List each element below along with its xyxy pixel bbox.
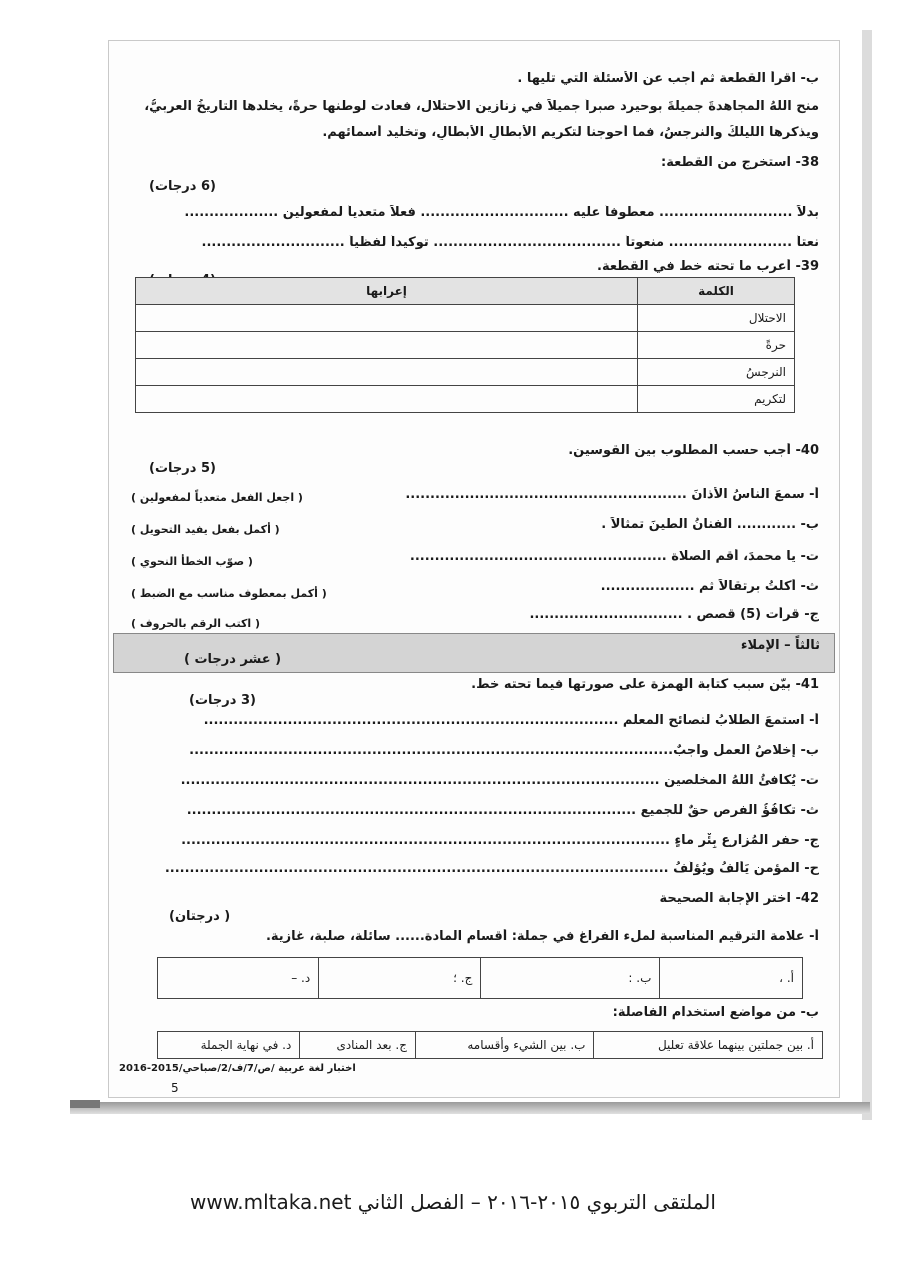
q40-hint-d: ( أكمل بمعطوف مناسب مع الضبط ) (131, 587, 327, 600)
table-row (136, 386, 795, 413)
option-a[interactable]: أ. ، (660, 958, 803, 999)
table-row (136, 359, 795, 386)
q40-item-d: ث- أكلتُ برتقالاً ثم ................... (600, 579, 819, 594)
q40-hint-b: ( أكمل بفعل يفيد التحويل ) (131, 523, 280, 536)
word-cell: حرةً (638, 332, 795, 359)
option-b[interactable]: ب. : (481, 958, 660, 999)
q38-marks: (6 درجات) (149, 179, 216, 194)
q41-item-e: ج- حفر المُزارع بِئْر ماءٍ ................................................................................................... (181, 833, 819, 848)
q41-item-d: ث- تكافُؤُ الفرصِ حقٌ للجميع ........................................................................................... (186, 803, 819, 818)
option-a[interactable]: أ. بين جملتين بينهما علاقة تعليل (594, 1032, 823, 1059)
q41-item-f: ح- المؤمن يَألفُ ويُؤلَفُ ...................................................................................................... (164, 861, 819, 876)
answer-cell[interactable] (136, 386, 638, 413)
site-footer: الملتقى التربوي ٢٠١٥-٢٠١٦ – الفصل الثاني www.mltaka.net (190, 1190, 716, 1214)
q42-b-prompt: ب- من مواضع استخدام الفاصلة: (612, 1005, 819, 1020)
q38-row-1: بدلاً ........................... معطوفاً عليه .............................. فعلاً متعدياً لمفعولين ................... (184, 205, 819, 220)
page-number: 5 (171, 1081, 179, 1095)
q42-a-prompt: أ- علامة الترقيم المناسبة لملء الفراغ في جملة: أقسام المادة...... سائلة، صلبة، غازية. (265, 929, 819, 944)
section-3-marks: ( عشر درجات ) (184, 652, 282, 667)
answer-cell[interactable] (136, 332, 638, 359)
passage-line-2: ويذكرها الليلكُ والنرجسُ، فما أحوجنا لتكريم الأبطالِ الأبطالِ، وتخليد أسمائهم. (322, 125, 819, 140)
word-cell: الاحتلال (638, 305, 795, 332)
option-d[interactable]: د. في نهاية الجملة (158, 1032, 300, 1059)
q39-parse-table (135, 277, 795, 413)
table-row (158, 1032, 823, 1059)
q41-title: 41- بيّن سبب كتابة الهمزة على صورتها فيما تحته خط. (471, 677, 819, 692)
option-c[interactable]: ج. ؛ (319, 958, 481, 999)
q40-marks: (5 درجات) (149, 461, 216, 476)
q39-title: 39- أعرب ما تحته خط في القطعة. (597, 259, 819, 274)
q42-marks: ( درجتان) (169, 909, 231, 924)
q40-hint-c: ( صوّب الخطأ النحوي ) (131, 555, 253, 568)
q40-item-a: أ- سمعَ الناسُ الأذانَ ......................................................... (405, 487, 819, 502)
page-edge-shadow (862, 30, 872, 1120)
q42-a-options-table (157, 957, 803, 999)
q41-marks: (3 درجات) (189, 693, 256, 708)
option-d[interactable]: د. – (158, 958, 319, 999)
q42-title: 42- اختر الإجابة الصحيحة (659, 891, 819, 906)
section-3-bar (113, 633, 835, 673)
q40-title: 40- أجب حسب المطلوب بين القوسين. (568, 443, 819, 458)
section-3-title: ثالثاً – الإملاء (740, 638, 820, 653)
passage-line-1: منح اللهُ المجاهدةَ جميلةَ بوحيرد صبراً جميلاً في زنازين الاحتلال، فعادت لوطنها حرةً، يخلدها التاريخُ العربيُّ، (144, 99, 819, 114)
q39-header-row (136, 278, 795, 305)
q40-hint-a: ( اجعل الفعل متعدياً لمفعولين ) (131, 491, 303, 504)
page-bottom-shadow (70, 1102, 870, 1114)
q41-item-c: ت- يُكافئُ اللهُ المخلصين ................................................................................................. (180, 773, 819, 788)
col-word-header: الكلمة (638, 278, 795, 305)
col-parse-header: إعرابها (136, 278, 638, 305)
word-cell: لتكريم (638, 386, 795, 413)
page-corner-mark (70, 1100, 100, 1108)
exam-reference: اختبار لغة عربية /ص/7/ف/2/صباحي/2015-2016 (119, 1063, 356, 1074)
answer-cell[interactable] (136, 359, 638, 386)
q41-item-b: ب- إخلاصُ العمل واجبٌ.................................................................................................. (189, 743, 819, 758)
option-b[interactable]: ب. بين الشيء وأقسامه (416, 1032, 594, 1059)
table-row (158, 958, 803, 999)
q42-b-options-table (157, 1031, 823, 1059)
q40-item-b: ب- ............ الفنانُ الطينَ تمثالاً . (601, 517, 819, 532)
part-b-instruction: ب- اقرأ القطعة ثم أجب عن الأسئلة التي تليها . (517, 71, 819, 86)
table-row (136, 305, 795, 332)
exam-page (108, 40, 840, 1098)
q38-title: 38- استخرج من القطعة: (661, 155, 819, 170)
word-cell: النرجسُ (638, 359, 795, 386)
q41-item-a: أ- استمعَ الطلابُ لنصائح المعلم .................................................................................... (203, 713, 819, 728)
table-row (136, 332, 795, 359)
answer-cell[interactable] (136, 305, 638, 332)
q40-item-e: ج- قرأت (5) قصص . ............................... (529, 607, 819, 622)
q40-item-c: ت- يا محمدَ، أقم الصلاة .................................................... (409, 549, 819, 564)
option-c[interactable]: ج. بعد المنادى (300, 1032, 416, 1059)
q40-hint-e: ( اكتب الرقم بالحروف ) (131, 617, 261, 630)
q38-row-2: نعتاً ......................... منعوتاً ...................................... توكيداً لفظياً ............................. (201, 235, 819, 250)
